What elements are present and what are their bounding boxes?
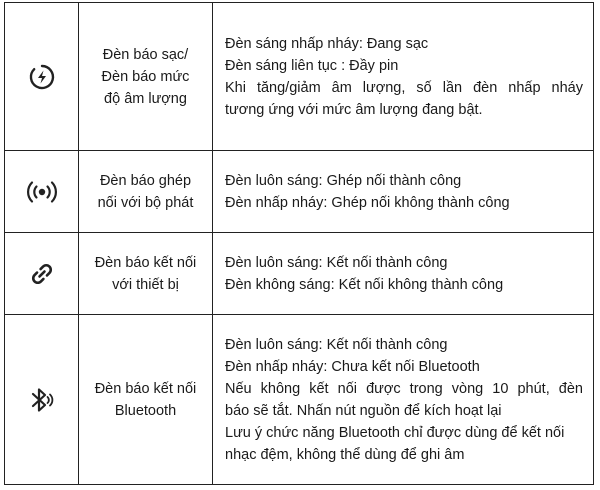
table-row <box>5 315 594 485</box>
name-line: với thiết bị <box>112 276 179 293</box>
name-line: Đèn báo kết nối <box>94 254 197 271</box>
icon-cell <box>5 151 79 233</box>
desc-line: Đèn không sáng: Kết nối không thành công <box>225 276 504 293</box>
table-row <box>5 151 594 233</box>
bluetooth-icon <box>25 383 59 417</box>
indicator-name <box>79 315 213 485</box>
desc-line: Đèn sáng nhấp nháy: Đang sạc <box>225 35 429 52</box>
name-line: Bluetooth <box>114 402 177 419</box>
desc-line: nhạc đệm, không thể dùng để ghi âm <box>225 446 465 463</box>
desc-line: Lưu ý chức năng Bluetooth chỉ được dùng để kết nối <box>225 424 565 441</box>
desc-line: báo sẽ tắt. Nhấn nút nguồn để kích hoạt lại <box>225 402 502 419</box>
icon-cell <box>5 315 79 485</box>
name-line: Đèn báo ghép <box>99 172 192 189</box>
icon-cell <box>5 3 79 151</box>
link-chain-icon <box>28 260 56 288</box>
table-row <box>5 3 594 151</box>
desc-line: Đèn luôn sáng: Kết nối thành công <box>225 336 448 353</box>
broadcast-signal-icon <box>25 180 59 204</box>
indicator-table <box>4 2 594 485</box>
desc-line: Nếu không kết nối được trong vòng 10 phút, đèn <box>225 380 583 397</box>
indicator-description <box>213 3 594 151</box>
desc-line: Đèn luôn sáng: Kết nối thành công <box>225 254 448 271</box>
desc-line: Đèn luôn sáng: Ghép nối thành công <box>225 172 462 189</box>
desc-line: Đèn sáng liên tục : Đầy pin <box>225 57 399 74</box>
charging-bolt-icon <box>28 63 56 91</box>
indicator-description <box>213 315 594 485</box>
name-line: nối với bộ phát <box>97 194 194 211</box>
name-line: Đèn báo kết nối <box>94 380 197 397</box>
table-row <box>5 233 594 315</box>
indicator-name <box>79 233 213 315</box>
desc-line: Đèn nhấp nháy: Ghép nối không thành công <box>225 194 510 211</box>
indicator-description <box>213 151 594 233</box>
indicator-description <box>213 233 594 315</box>
desc-line: Đèn nhấp nháy: Chưa kết nối Bluetooth <box>225 358 480 375</box>
name-line: Đèn báo mức <box>101 68 190 85</box>
icon-cell <box>5 233 79 315</box>
name-line: Đèn báo sạc/ <box>102 46 189 63</box>
indicator-name <box>79 3 213 151</box>
indicator-name <box>79 151 213 233</box>
name-line: độ âm lượng <box>104 90 187 107</box>
desc-line: tương ứng với mức âm lượng đang bật. <box>225 101 483 118</box>
desc-line: Khi tăng/giảm âm lượng, số lần đèn nhấp nháy <box>225 79 583 96</box>
